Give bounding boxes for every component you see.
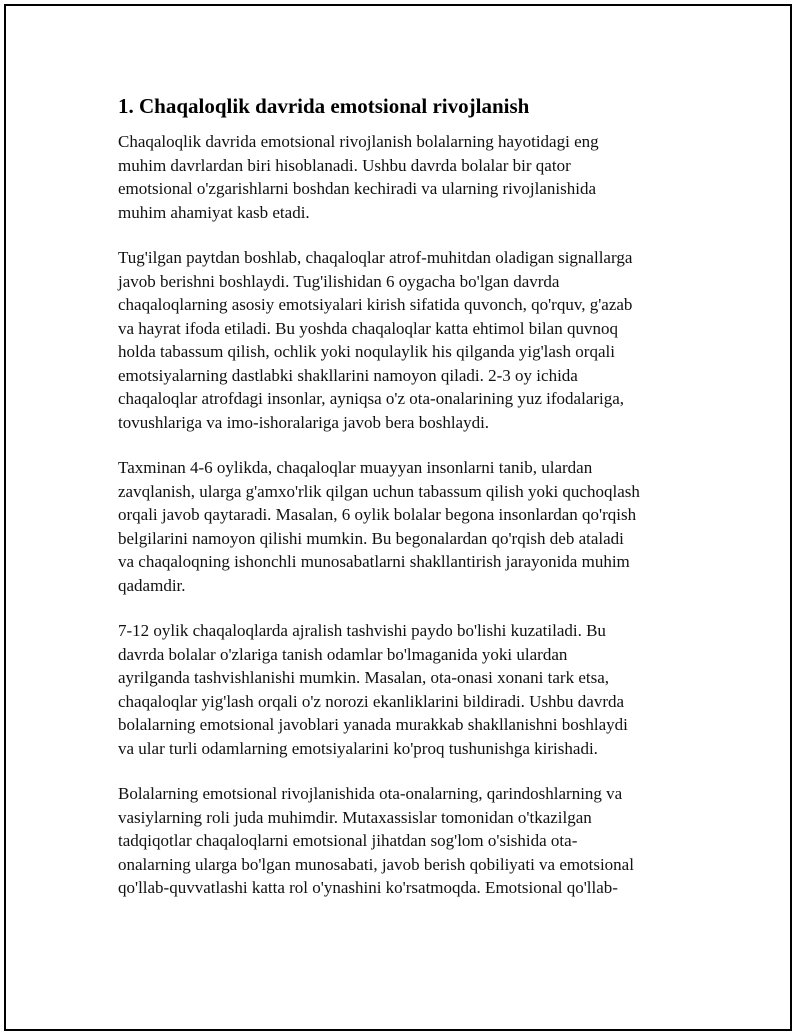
paragraph xyxy=(118,130,698,224)
text-line: Chaqaloqlik davrida emotsional rivojlanish bolalarning hayotidagi eng xyxy=(118,132,599,151)
text-line: holda tabassum qilish, ochlik yoki noqulaylik his qilganda yig'lash orqali xyxy=(118,342,615,361)
text-line: Taxminan 4-6 oylikda, chaqaloqlar muayyan insonlarni tanib, ulardan xyxy=(118,458,593,477)
text-line: vasiylarning roli juda muhimdir. Mutaxassislar tomonidan o'tkazilgan xyxy=(118,807,592,827)
text-line: chaqaloqlarning asosiy emotsiyalari kirish sifatida quvonch, qo'rquv, g'azab xyxy=(118,295,633,314)
text-line: orqali javob qaytaradi. Masalan, 6 oylik bolalar begona insonlardan qo'rqish xyxy=(118,505,637,524)
text-line: belgilarini namoyon qilishi mumkin. Bu begonalardan qo'rqish deb ataladi xyxy=(118,528,624,548)
text-line: tovushlariga va imo-ishoralariga javob bera boshlaydi. xyxy=(118,412,490,432)
text-line: zavqlanish, ularga g'amxo'rlik qilgan uchun tabassum qilish yoki quchoqlash xyxy=(118,481,640,501)
text-line: qo'llab-quvvatlashi katta rol o'ynashini ko'rsatmoqda. Emotsional qo'llab- xyxy=(118,878,618,897)
text-line: muhim davrlardan biri hisoblanadi. Ushbu davrda bolalar bir qator xyxy=(118,155,571,175)
paragraph xyxy=(118,246,698,434)
document-body xyxy=(118,91,698,922)
text-line: onalarning ularga bo'lgan munosabati, javob berish qobiliyati va emotsional xyxy=(118,854,634,874)
text-line: davrda bolalar o'zlariga tanish odamlar bo'lmaganida yoki ulardan xyxy=(118,644,568,664)
text-line: Bolalarning emotsional rivojlanishida ota-onalarning, qarindoshlarning va xyxy=(118,784,623,803)
text-line: bolalarning emotsional javoblari yanada murakkab shakllanishni boshlaydi xyxy=(118,715,628,734)
paragraph xyxy=(118,619,698,760)
paragraph-container xyxy=(118,130,698,900)
text-line: va hayrat ifoda etiladi. Bu yoshda chaqaloqlar katta ehtimol bilan quvnoq xyxy=(118,318,618,338)
text-line: qadamdir. xyxy=(118,575,186,595)
text-line: emotsional o'zgarishlarni boshdan kechiradi va ularning rivojlanishida xyxy=(118,179,596,198)
paragraph xyxy=(118,456,698,597)
text-line: javob berishni boshlaydi. Tug'ilishidan 6 oygacha bo'lgan davrda xyxy=(118,271,560,291)
text-line: muhim ahamiyat kasb etadi. xyxy=(118,202,310,222)
text-line: ayrilganda tashvishlanishi mumkin. Masalan, ota-onasi xonani tark etsa, xyxy=(118,668,609,687)
text-line: 7-12 oylik chaqaloqlarda ajralish tashvishi paydo bo'lishi kuzatiladi. Bu xyxy=(118,621,606,640)
paragraph xyxy=(118,782,698,900)
text-line: chaqaloqlar yig'lash orqali o'z norozi ekanliklarini bildiradi. Ushbu davrda xyxy=(118,691,625,711)
section-heading: 1. Chaqaloqlik davrida emotsional rivojlanish xyxy=(118,94,530,118)
text-line: va ular turli odamlarning emotsiyalarini ko'proq tushunishga kirishadi. xyxy=(118,738,598,758)
text-line: tadqiqotlar chaqaloqlarni emotsional jihatdan sog'lom o'sishida ota- xyxy=(118,831,578,850)
text-line: chaqaloqlar atrofdagi insonlar, ayniqsa o'z ota-onalarining yuz ifodalariga, xyxy=(118,389,625,408)
text-line: emotsiyalarning dastlabki shakllarini namoyon qiladi. 2-3 oy ichida xyxy=(118,365,578,385)
text-line: Tug'ilgan paytdan boshlab, chaqaloqlar atrof-muhitdan oladigan signallarga xyxy=(118,248,633,267)
text-line: va chaqaloqning ishonchli munosabatlarni shakllantirish jarayonida muhim xyxy=(118,552,630,571)
